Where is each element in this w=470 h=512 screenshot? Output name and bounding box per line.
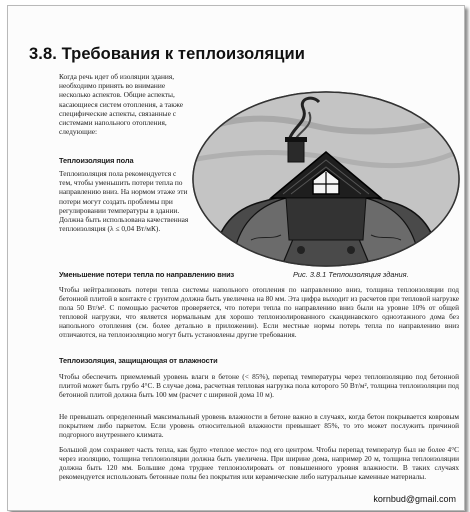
floor-insulation-paragraph: Теплоизоляция пола рекомендуется с тем, чтобы уменьшить потери тепла по направлению вниз. На нормом этаже эти потери могут создать проблемы при регулировании температуры в здании. Должна быть использована качественная теплоизоляция (λ ≤ 0,04 Вт/мК). bbox=[59, 169, 189, 234]
email-watermark: kornbud@gmail.com bbox=[373, 494, 456, 504]
moisture-paragraph-1: Чтобы обеспечить приемлемый уровень влаги в бетоне (< 85%), перепад температуры через теплоизоляцию под бетонной плитой может быть грубо 4°C. В случае дома, расчетная тепловая нагрузка пола которого 50 Вт/м², толщина теплоизоляции под бетонной плитой должна быть 100 мм (расчет с шириной дома 10 м). bbox=[59, 372, 459, 400]
page-title: 3.8. Требования к теплоизоляции bbox=[29, 45, 305, 63]
intro-paragraph: Когда речь идет об изоляции здания, необходимо принять во внимание несколько аспектов. Общие аспекты, касающиеся систем отопления, а также специфические аспекты, связанные с системами напольного отопления, следующие: bbox=[59, 72, 184, 137]
figure-caption: Рис. 3.8.1 Теплоизоляция здания. bbox=[293, 270, 409, 279]
house-in-coat-illustration bbox=[191, 90, 461, 268]
downward-loss-heading: Уменьшение потери тепла по направлению вниз bbox=[59, 270, 235, 279]
document-page bbox=[7, 5, 465, 511]
floor-insulation-heading: Теплоизоляция пола bbox=[59, 156, 134, 165]
moisture-insulation-heading: Теплоизоляция, защищающая от влажности bbox=[59, 356, 218, 365]
moisture-paragraph-3: Большой дом сохраняет часть тепла, как будто «теплое место» под его центром. Чтобы перепад температур был не более 4°C через изоляцию, толщина теплоизоляции должна быть увеличена. При ширине дома, например 20 м, толщина теплоизоляции должна быть 120 мм. Большие дома труднее теплоизолировать от повышенного уровня влажности. В таких случаях рекомендуется использовать бетонные полы без покрытия или керамические либо натуральные каменные материалы. bbox=[59, 445, 459, 482]
downward-loss-paragraph: Чтобы нейтрализовать потери тепла системы напольного отопления по направлению вниз, толщина теплоизоляции под бетонной плитой в контакте с грунтом должна быть увеличена на 80 мм. Эта цифра выходит из расчетов при тепловой нагрузке пола 50 Вт/м². С помощью расчетов проверяется, что потери тепла по направлению вниз были на уровне 10% от общей тепловой нагрузки, что является нормальным для хорошо теплоизолированного скандинавского одноэтажного дома без напольного отопления (см. более детально в приложении). Если местные нормы потерь тепла по направлению вниз отличаются, на теплоизоляцию могут быть установлены другие требования. bbox=[59, 285, 459, 340]
moisture-paragraph-2: Не превышать определенный максимальный уровень влажности в бетоне важно в случаях, когда бетон покрывается ковровым покрытием либо паркетом. Если уровень относительной влажности превышает 85%, то это может послужить причиной подгорного внутреннего климата. bbox=[59, 412, 459, 440]
